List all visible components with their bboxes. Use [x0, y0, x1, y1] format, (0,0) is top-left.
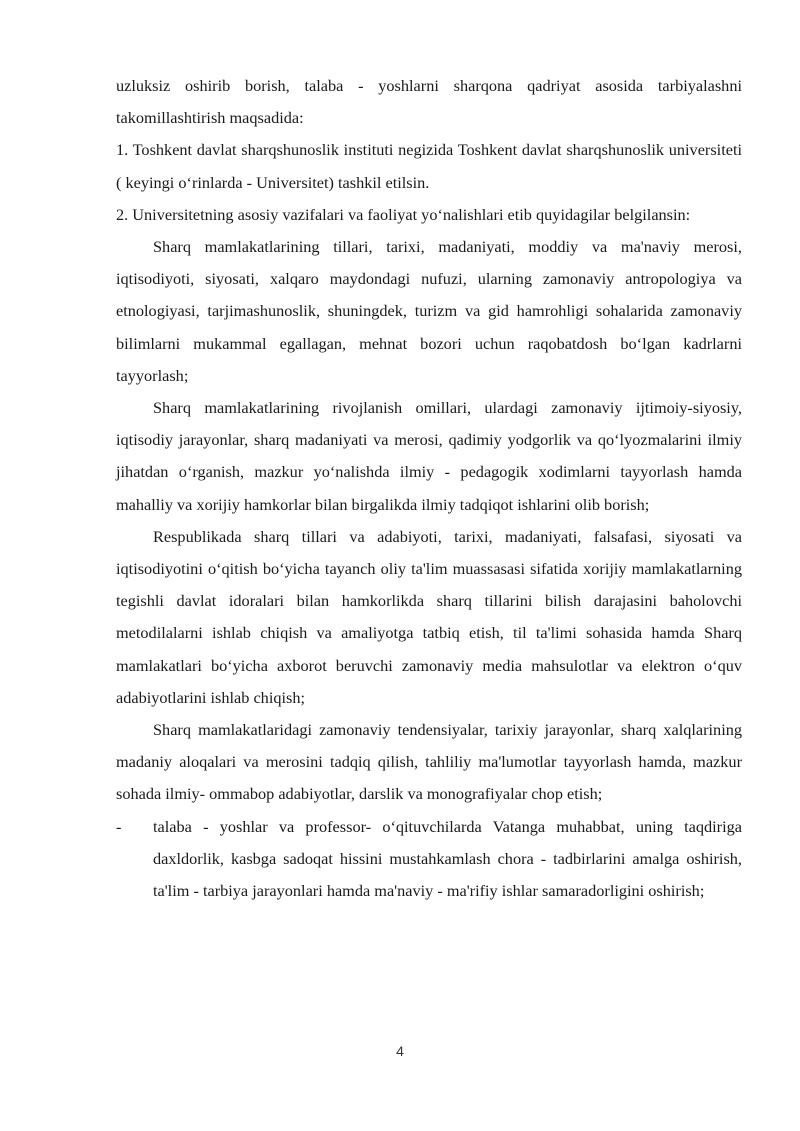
paragraph-task-3: Respublikada sharq tillari va adabiyoti, tarixi, madaniyati, falsafasi, siyosati va iqtisodiyotini o‘qitish bo‘yicha tayanch oliy ta'lim muassasasi sifatida xorijiy mamlakatlarning tegishli davlat idoralari bilan hamkorlikda sharq tillarini bilish darajasini baholovchi metodilalarni ishlab chiqish va amaliyotga tatbiq etish, til ta'limi sohasida hamda Sharq mamlakatlari bo‘yicha axborot beruvchi zamonaviy media mahsulotlar va elektron o‘quv adabiyotlarini ishlab chiqish; — [116, 526, 742, 707]
paragraph-task-1: Sharq mamlakatlarining tillari, tarixi, madaniyati, moddiy va ma'naviy merosi, iqtisodiyoti, siyosati, xalqaro maydondagi nufuzi, ularning zamonaviy antropologiya va etnologiyasi, tarjimashunoslik, shuningdek, turizm va gid hamrohligi sohalarida zamonaviy bilimlarni mukammal egallagan, mehnat bozori uchun raqobatdosh bo‘lgan kadrlarni tayyorlash; — [116, 237, 742, 385]
dash-list-item — [116, 811, 742, 908]
document-body — [116, 70, 742, 907]
page-number: 4 — [396, 1043, 404, 1059]
list-item-text: talaba - yoshlar va professor- o‘qituvchilarda Vatanga muhabbat, uning taqdiriga daxldorlik, kasbga sadoqat hissini mustahkamlash chora - tadbirlarini amalga oshirish, ta'lim - tarbiya jarayonlari hamda ma'naviy - ma'rifiy ishlar samaradorligini oshirish; — [153, 816, 742, 901]
paragraph-task-2: Sharq mamlakatlarining rivojlanish omillari, ulardagi zamonaviy ijtimoiy-siyosiy, iqtisodiy jarayonlar, sharq madaniyati va merosi, qadimiy yodgorlik va qo‘lyozmalarini ilmiy jihatdan o‘rganish, mazkur yo‘nalishda ilmiy - pedagogik xodimlarni tayyorlash hamda mahalliy va xorijiy hamkorlar bilan birgalikda ilmiy tadqiqot ishlarini olib borish; — [116, 398, 742, 514]
list-bullet: - — [116, 816, 122, 836]
paragraph-task-4: Sharq mamlakatlaridagi zamonaviy tendensiyalar, tarixiy jarayonlar, sharq xalqlarining madaniy aloqalari va merosini tadqiq qilish, tahliliy ma'lumotlar tayyorlash hamda, mazkur sohada ilmiy- ommabop adabiyotlar, darslik va monografiyalar chop etish; — [116, 720, 742, 804]
paragraph-item-2: 2. Universitetning asosiy vazifalari va faoliyat yo‘nalishlari etib quyidagilar belgilansin: — [116, 204, 691, 224]
paragraph-continuation: uzluksiz oshirib borish, talaba - yoshlarni sharqona qadriyat asosida tarbiyalashni takomillashtirish maqsadida: — [116, 76, 742, 128]
paragraph-item-1: 1. Toshkent davlat sharqshunoslik instituti negizida Toshkent davlat sharqshunoslik universiteti ( keyingi o‘rinlarda - Universitet) tashkil etilsin. — [116, 140, 742, 192]
